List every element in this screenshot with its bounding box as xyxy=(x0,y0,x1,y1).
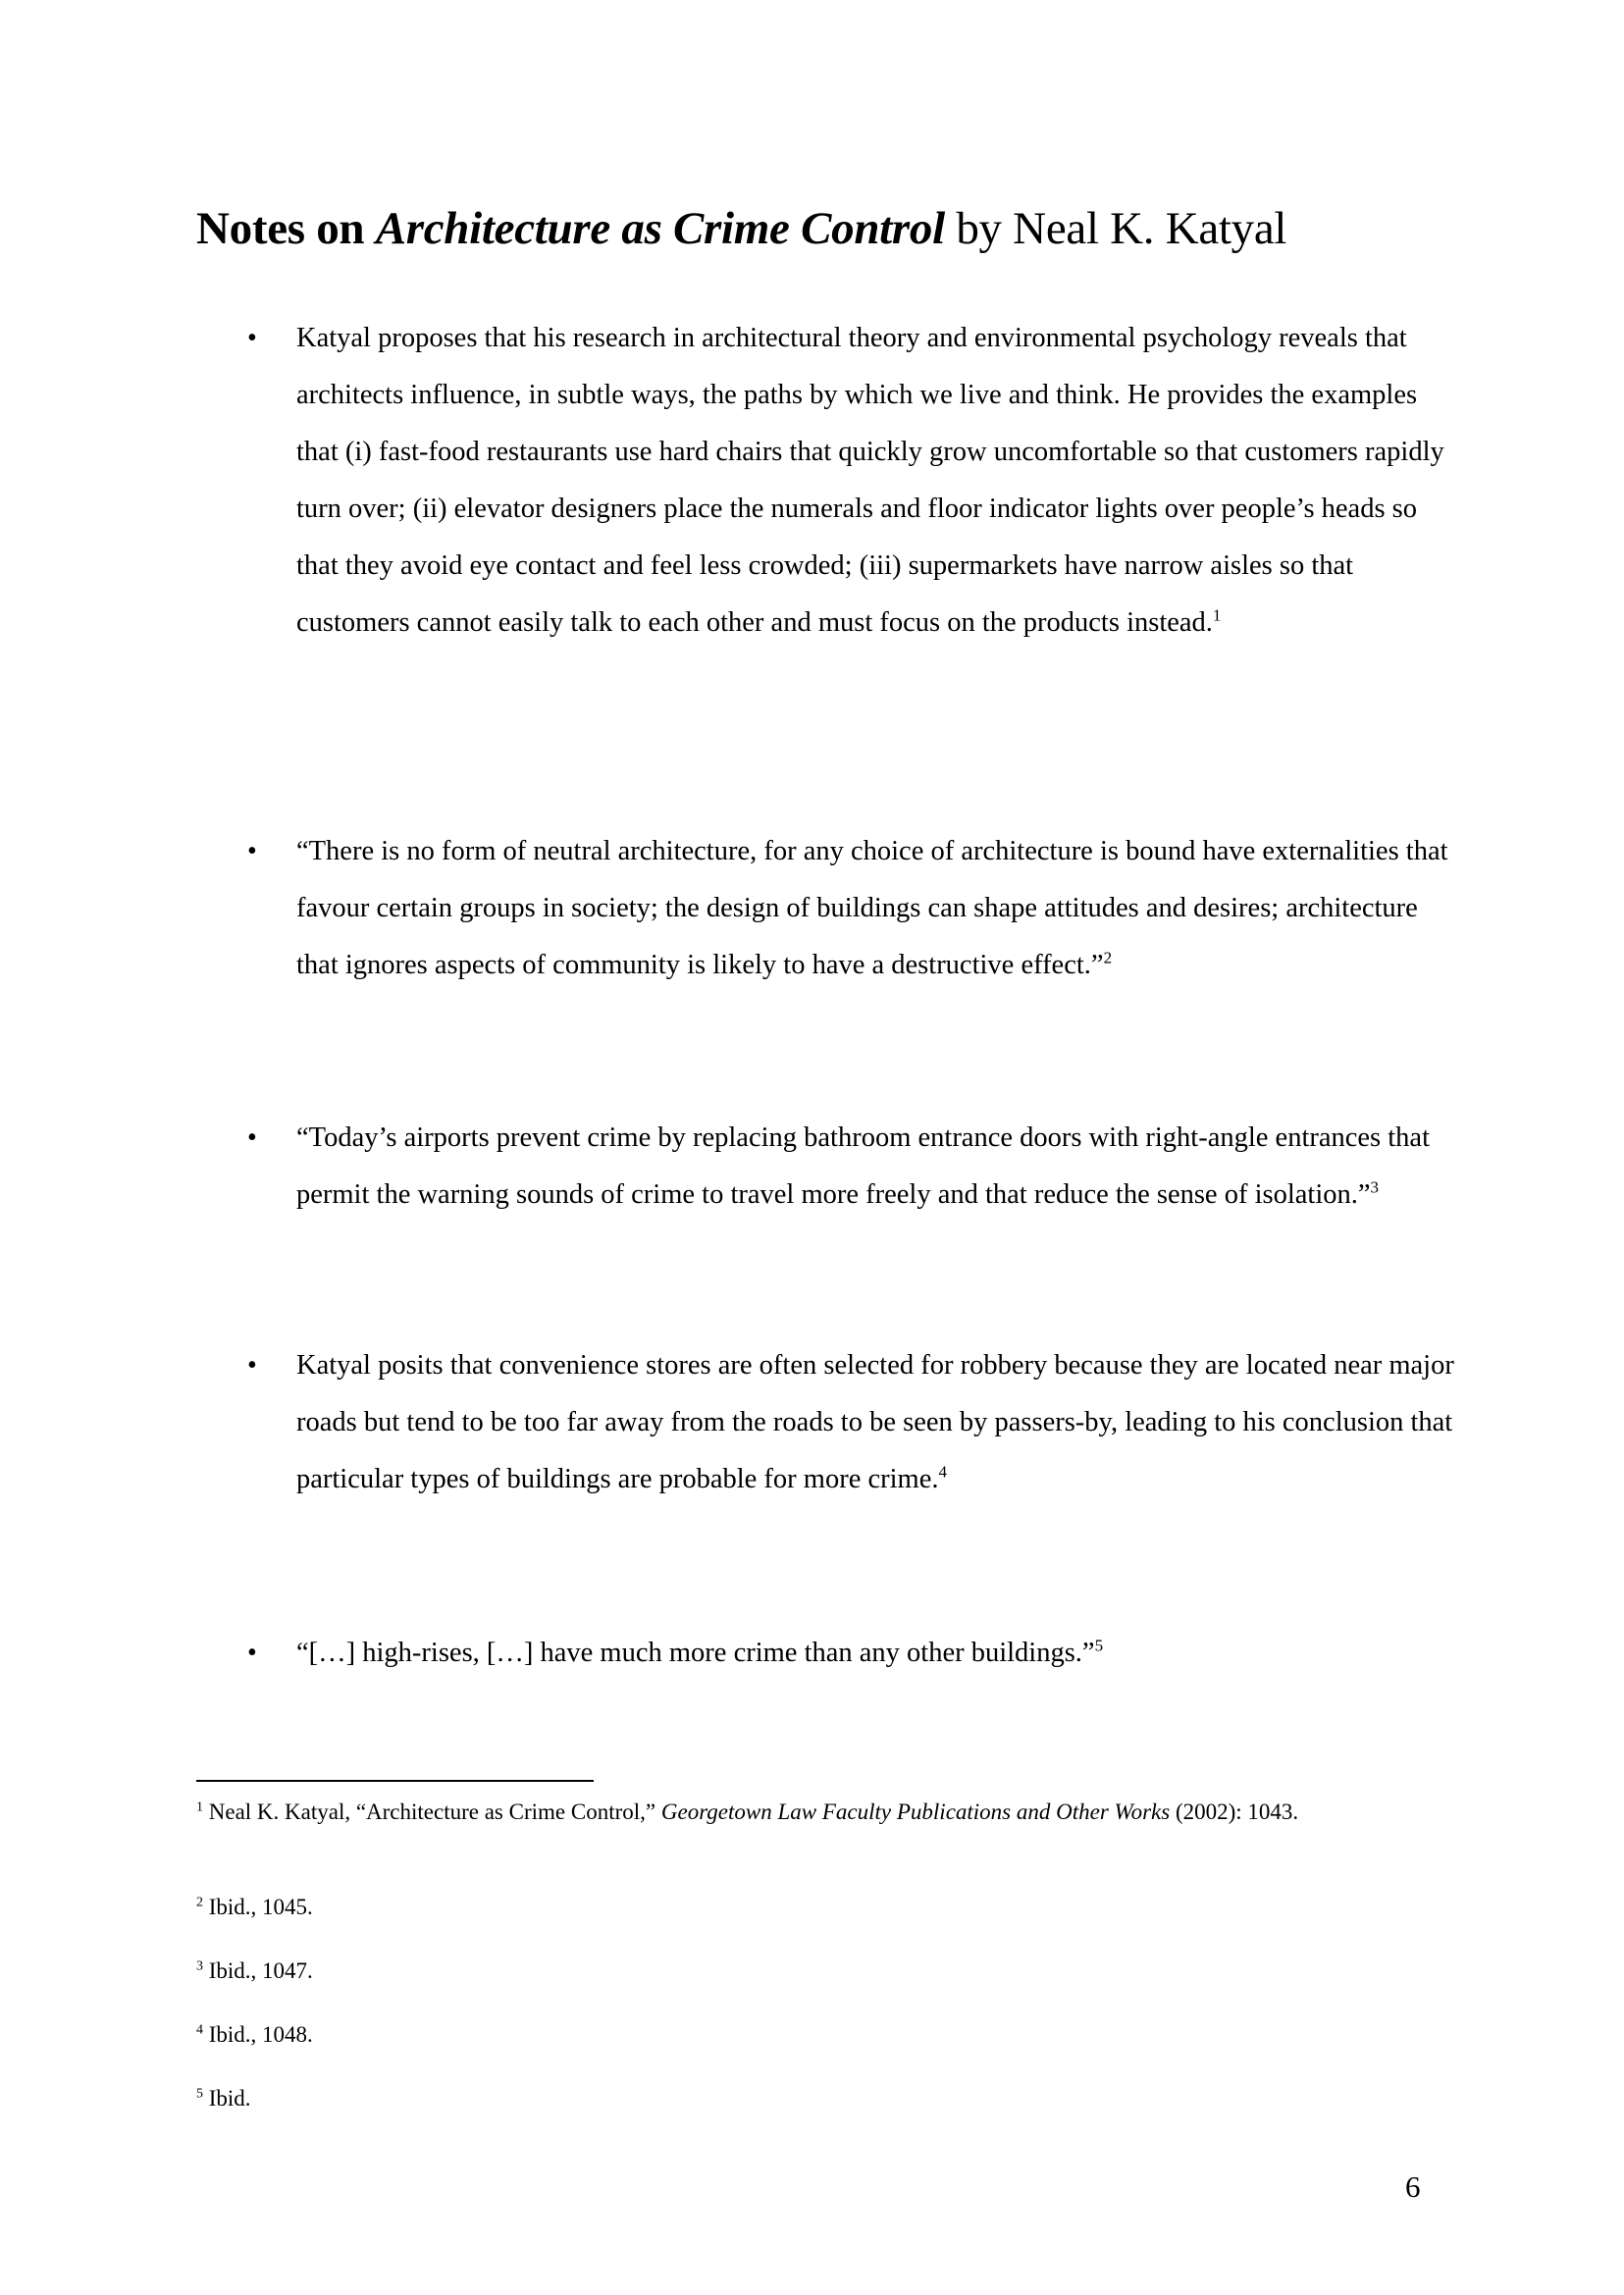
footnote-number: 2 xyxy=(196,1895,203,1910)
title-prefix: Notes on xyxy=(196,203,376,254)
bullet-item xyxy=(247,310,1454,652)
bullet-icon: • xyxy=(247,1638,257,1668)
bullet-text: Katyal posits that convenience stores are often selected for robbery because they are located near major roads but tend to be too far away from the roads to be seen by passers-by, leading to his conclusion that particular types of buildings are probable for more crime.$^4$ xyxy=(296,1350,1454,1494)
footnote-ref[interactable]: 2 xyxy=(1103,948,1113,967)
footnote-number: 3 xyxy=(196,1958,203,1974)
footnote-number: 4 xyxy=(196,2022,203,2038)
page-title xyxy=(196,202,1286,255)
footnote-ref[interactable]: 4 xyxy=(938,1462,947,1482)
bullet-item xyxy=(247,1110,1454,1224)
bullet-item xyxy=(247,1625,1454,1682)
title-author: by Neal K. Katyal xyxy=(944,203,1287,254)
footnote-number: 1 xyxy=(196,1799,203,1815)
bullet-icon: • xyxy=(247,1122,257,1153)
bullet-item xyxy=(247,823,1454,994)
footnote: $^3$ Ibid., 1047. xyxy=(196,1958,313,1983)
bullet-text: “There is no form of neutral architecture, for any choice of architecture is bound have externalities that favour certain groups in society; the design of buildings can shape attitudes and desires; architecture that ignores aspects of community is likely to have a destructive effect.”$^2$ xyxy=(296,836,1448,980)
bullet-text: “[…] high-rises, […] have much more crime than any other buildings.”$^5$ xyxy=(296,1636,1104,1668)
bullet-text: “Today’s airports prevent crime by replacing bathroom entrance doors with right-angle entrances that permit the warning sounds of crime to travel more freely and that reduce the sense of isolation.”$^3$ xyxy=(296,1122,1431,1210)
footnote-ref[interactable]: 1 xyxy=(1212,605,1222,625)
footnote-ref[interactable]: 3 xyxy=(1370,1177,1380,1197)
footnote: $^1$ Neal K. Katyal, “Architecture as Crime Control,” Georgetown Law Faculty Publications and Other Works (2002): 1043. xyxy=(196,1799,1299,1824)
bullet-icon: • xyxy=(247,836,257,866)
title-work: Architecture as Crime Control xyxy=(375,203,945,254)
bullet-item xyxy=(247,1337,1454,1508)
footnote-separator xyxy=(196,1780,594,1782)
publication-title: Georgetown Law Faculty Publications and Other Works xyxy=(660,1799,1171,1824)
page-number: 6 xyxy=(1405,2169,1421,2204)
bullet-icon: • xyxy=(247,1350,257,1381)
bullet-icon: • xyxy=(247,323,257,353)
footnote: $^2$ Ibid., 1045. xyxy=(196,1895,313,1919)
footnote: $^4$ Ibid., 1048. xyxy=(196,2022,313,2047)
footnote-number: 5 xyxy=(196,2086,203,2102)
footnote: $^5$ Ibid. xyxy=(196,2086,251,2111)
bullet-text: Katyal proposes that his research in architectural theory and environmental psychology reveals that architects influence, in subtle ways, the paths by which we live and think. He provides the examples that (i) fast-food restaurants use hard chairs that quickly grow uncomfortable so that customers rapidly turn over; (ii) elevator designers place the numerals and floor indicator lights over people’s heads so that they avoid eye contact and feel less crowded; (iii) supermarkets have narrow aisles so that customers cannot easily talk to each other and must focus on the products instead.$^1$ xyxy=(296,323,1444,638)
footnote-ref[interactable]: 5 xyxy=(1094,1636,1104,1655)
